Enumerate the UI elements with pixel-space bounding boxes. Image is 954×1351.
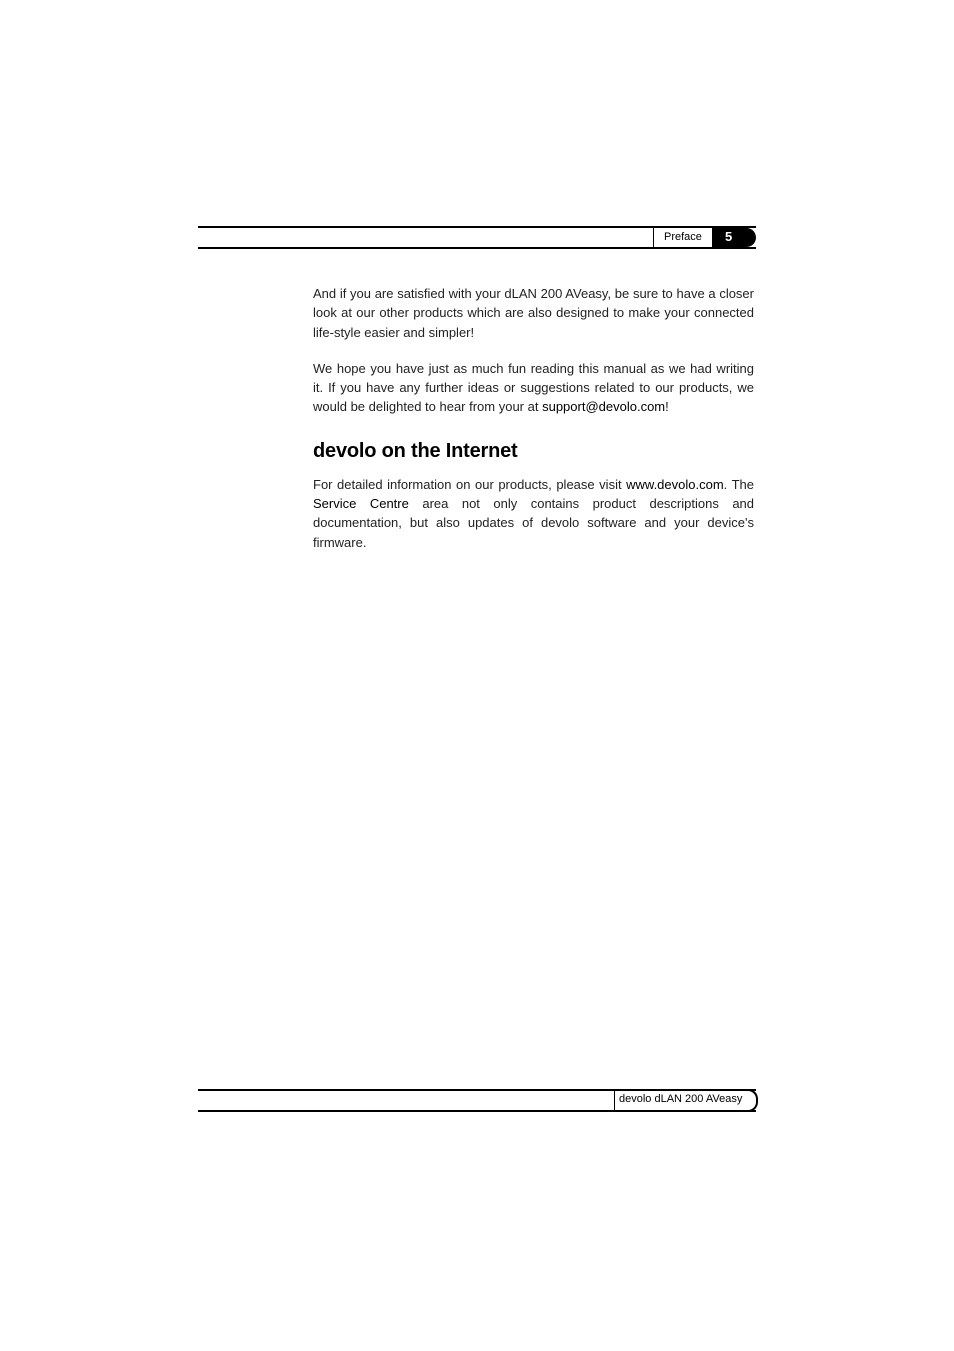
footer-end-cap — [742, 1089, 758, 1112]
page-header — [198, 226, 756, 249]
support-email-link[interactable]: support@devolo.com — [542, 399, 666, 415]
paragraph-satisfied: And if you are satisfied with your dLAN 200 AVeasy, be sure to have a closer look at our other products which are also designed to make your connected life-style easier and simpler! — [313, 286, 754, 340]
paragraph-hope-end: ! — [665, 399, 669, 415]
page-body — [313, 284, 754, 552]
page-footer — [198, 1089, 756, 1112]
website-link[interactable]: www.devolo.com — [626, 476, 724, 492]
paragraph-hope — [313, 359, 754, 417]
paragraph-internet-end: area not only contains product descriptions and documentation, but also updates of devolo software and your device's firmware. — [313, 496, 755, 550]
footer-product-title: devolo dLAN 200 AVeasy — [619, 1093, 743, 1105]
header-separator — [653, 228, 654, 247]
page-number-tab — [712, 228, 756, 247]
paragraph-internet — [313, 475, 754, 552]
section-heading: devolo on the Internet — [313, 439, 518, 462]
paragraph-internet-mid: . The — [723, 476, 754, 492]
footer-separator — [614, 1091, 615, 1110]
paragraph-internet-text: For detailed information on our products, please visit — [313, 476, 627, 492]
paragraph-hope-text: We hope you have just as much fun reading this manual as we had writing it. If you have any further ideas or suggestions related to our products, we would be delighted to hear from your at — [313, 360, 754, 415]
service-centre-label: Service Centre — [313, 496, 409, 512]
header-section-title: Preface — [664, 231, 702, 243]
page-number: 5 — [725, 229, 733, 244]
